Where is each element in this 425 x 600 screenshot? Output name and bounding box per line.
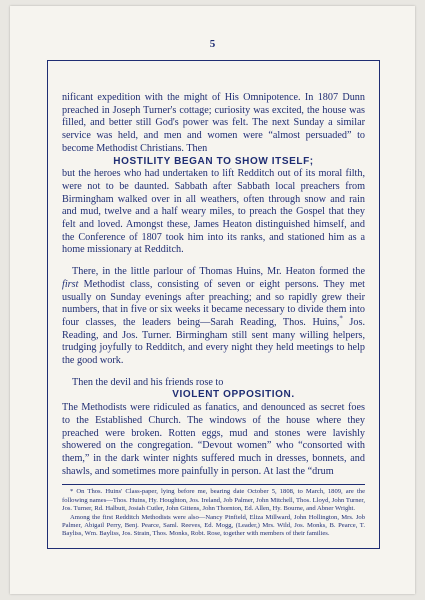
text-frame [47, 60, 380, 549]
paragraph-1: nificant expedition with the might of His Omnipotence. In 1807 Dunn preached in Joseph Turner's cottage; curiosity was excited, the house was filled, and better still God's power was felt. The next Sunday a similar service was held, and men and women were “almost persuaded” to become Methodist Christians. Then [62, 92, 365, 154]
footnote-divider [62, 484, 365, 485]
paragraph-3-start: There, in the little parlour of Thomas Huins, Mr. Heaton formed the [72, 266, 365, 278]
paragraph-5: The Methodists were ridiculed as fanatics, and denounced as secret foes to the Established Church. The windows of the house where they preached were broken. Rotten eggs, mud and stones were lavishly showered on the congregation. “Devout women” who “consorted with them,” in the dark winter nights suffered much in dresses, bonnets, and shawls, and sometimes more painfully in person. At last the “drum [62, 402, 365, 477]
page-number: 5 [209, 38, 216, 50]
paragraph-3-middle: Methodist class, consisting of seven or eight persons. They met usually on Sunday evenings after preaching; and so rapidly grew their numbers, that in five or six weeks it became necessary to divide them into four classes, the leaders being—Sarah Reading, Thos. Huins, [62, 278, 366, 328]
footnote-marker: * [339, 314, 343, 323]
section-heading-hostility: HOSTILITY BEGAN TO SHOW ITSELF; [113, 155, 314, 167]
paragraph-3 [62, 266, 365, 368]
emphasis-first: first [62, 278, 79, 290]
paragraph-4: Then the devil and his friends rose to [72, 376, 224, 388]
paragraph-3-end: Jos. Reading, and Jos. Turner. Birmingham still sent many willing helpers, trudging joyfully to Redditch, and every night they held meetings to help the good work. [62, 316, 365, 367]
footnote-first-methodists: Among the first Redditch Methodists were also—Nancy Pinfield, Eliza Millward, John Hollington, Mrs. Job Palmer, Abigail Perry, Benj. Pearce, Saml. Reeves, Ed. Mogg, (Leader,) Mrs. Wild, Jos. Monks, B. Pearce, T. Bayliss, Wm. Bayliss, Jos. Strain, Thos. Monks, Robt. Rose, together with members of their families. [62, 513, 365, 538]
section-heading-violent-opposition: VIOLENT OPPOSITION. [172, 389, 295, 401]
footnote-class-paper: * On Thos. Huins' Class-paper, lying before me, bearing date October 5, 1808, to March, 1809, are the following names—Thos. Huins, Hy. Houghton, Jos. Ireland, Job Palmer, John Mitchell, Thos. Lloyd, John Turner, Jos. Turner, Rd. Halbutt, Josiah Cutler, John Gittens, John Thornton, Ed. Allen, Hy. Bourne, and Abner Wright. [62, 488, 365, 513]
paragraph-2: but the heroes who had undertaken to lift Redditch out of its moral filth, were not to be daunted. Sabbath after Sabbath local preachers from Birmingham walked over in all weathers, often through snow and rain and mud, twelve and a half weary miles, to preach the Gospel that they felt and loved. Amongst these, James Heaton distinguished himself, and the Conference of 1807 took him into its ranks, and stationed him as a home missionary at Redditch. [62, 168, 365, 256]
document-page [10, 6, 415, 594]
